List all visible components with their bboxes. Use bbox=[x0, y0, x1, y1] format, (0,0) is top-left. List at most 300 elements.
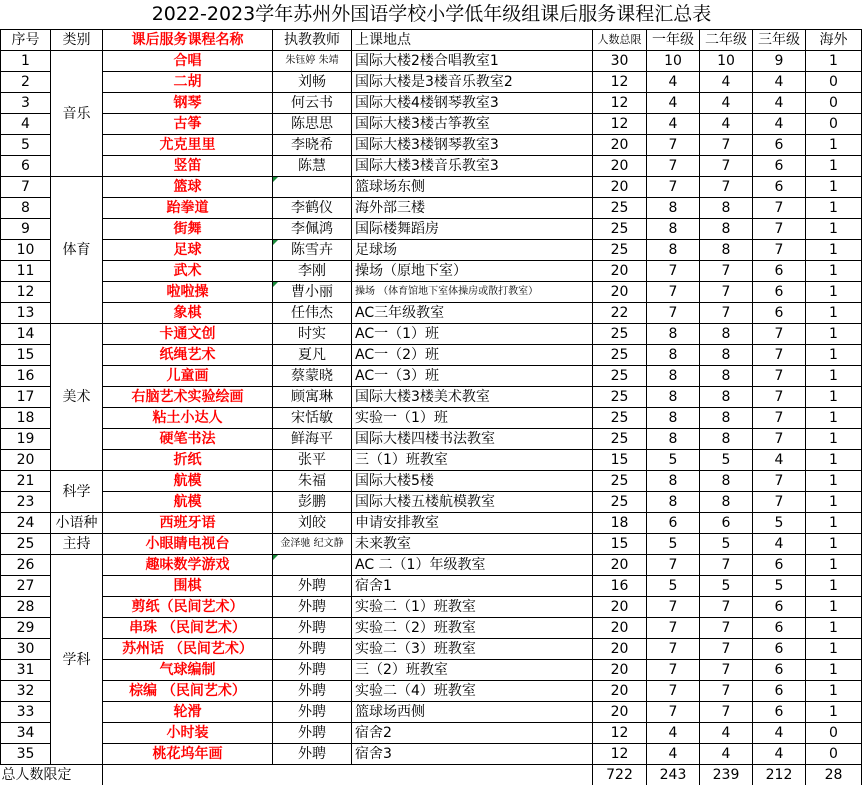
total-limit[interactable]: 20 bbox=[593, 639, 647, 660]
course-name[interactable]: 趣味数学游戏 bbox=[103, 555, 273, 576]
overseas-limit[interactable]: 1 bbox=[806, 261, 862, 282]
total-limit[interactable]: 15 bbox=[593, 450, 647, 471]
grade3-limit[interactable]: 6 bbox=[753, 639, 806, 660]
course-name[interactable]: 尤克里里 bbox=[103, 135, 273, 156]
grade3-limit[interactable]: 6 bbox=[753, 660, 806, 681]
grade1-limit[interactable]: 7 bbox=[647, 555, 700, 576]
class-location[interactable]: 国际楼舞蹈房 bbox=[352, 219, 593, 240]
grade2-limit[interactable]: 7 bbox=[700, 156, 753, 177]
class-location[interactable]: 国际大楼四楼书法教室 bbox=[352, 429, 593, 450]
grade2-limit[interactable]: 8 bbox=[700, 471, 753, 492]
grade3-limit[interactable]: 7 bbox=[753, 324, 806, 345]
grade2-limit[interactable]: 8 bbox=[700, 387, 753, 408]
footer-grade1[interactable]: 243 bbox=[647, 765, 700, 786]
class-location[interactable]: 国际大楼3楼钢琴教室3 bbox=[352, 135, 593, 156]
course-name[interactable]: 竖笛 bbox=[103, 156, 273, 177]
overseas-limit[interactable]: 1 bbox=[806, 660, 862, 681]
course-name[interactable]: 棕编 （民间艺术） bbox=[103, 681, 273, 702]
grade3-limit[interactable]: 4 bbox=[753, 450, 806, 471]
teacher-name[interactable]: 陈思思 bbox=[273, 114, 352, 135]
grade1-limit[interactable]: 7 bbox=[647, 597, 700, 618]
row-number[interactable]: 32 bbox=[1, 681, 51, 702]
grade3-limit[interactable]: 7 bbox=[753, 408, 806, 429]
grade2-limit[interactable]: 8 bbox=[700, 492, 753, 513]
overseas-limit[interactable]: 1 bbox=[806, 282, 862, 303]
grade2-limit[interactable]: 8 bbox=[700, 219, 753, 240]
grade1-limit[interactable]: 5 bbox=[647, 576, 700, 597]
grade3-limit[interactable]: 4 bbox=[753, 93, 806, 114]
class-location[interactable]: 三（1）班教室 bbox=[352, 450, 593, 471]
teacher-name[interactable]: 宋恬敏 bbox=[273, 408, 352, 429]
overseas-limit[interactable]: 1 bbox=[806, 198, 862, 219]
row-number[interactable]: 19 bbox=[1, 429, 51, 450]
total-limit[interactable]: 25 bbox=[593, 345, 647, 366]
grade1-limit[interactable]: 8 bbox=[647, 387, 700, 408]
header-grade1[interactable]: 一年级 bbox=[647, 30, 700, 51]
grade1-limit[interactable]: 8 bbox=[647, 219, 700, 240]
teacher-name[interactable] bbox=[273, 177, 352, 198]
overseas-limit[interactable]: 1 bbox=[806, 219, 862, 240]
overseas-limit[interactable]: 1 bbox=[806, 513, 862, 534]
class-location[interactable]: 宿舍2 bbox=[352, 723, 593, 744]
teacher-name[interactable]: 何云书 bbox=[273, 93, 352, 114]
grade3-limit[interactable]: 7 bbox=[753, 345, 806, 366]
class-location[interactable]: AC 二（1）年级教室 bbox=[352, 555, 593, 576]
row-number[interactable]: 7 bbox=[1, 177, 51, 198]
grade1-limit[interactable]: 8 bbox=[647, 324, 700, 345]
teacher-name[interactable] bbox=[273, 555, 352, 576]
overseas-limit[interactable]: 1 bbox=[806, 639, 862, 660]
grade2-limit[interactable]: 7 bbox=[700, 597, 753, 618]
grade3-limit[interactable]: 4 bbox=[753, 72, 806, 93]
grade2-limit[interactable]: 7 bbox=[700, 681, 753, 702]
row-number[interactable]: 2 bbox=[1, 72, 51, 93]
grade1-limit[interactable]: 7 bbox=[647, 660, 700, 681]
grade3-limit[interactable]: 4 bbox=[753, 744, 806, 765]
course-name[interactable]: 粘土小达人 bbox=[103, 408, 273, 429]
teacher-name[interactable]: 曹小丽 bbox=[273, 282, 352, 303]
header-grade3[interactable]: 三年级 bbox=[753, 30, 806, 51]
total-limit[interactable]: 12 bbox=[593, 723, 647, 744]
overseas-limit[interactable]: 1 bbox=[806, 366, 862, 387]
grade3-limit[interactable]: 7 bbox=[753, 198, 806, 219]
grade1-limit[interactable]: 4 bbox=[647, 744, 700, 765]
teacher-name[interactable]: 时实 bbox=[273, 324, 352, 345]
class-location[interactable]: 实验二（2）班教室 bbox=[352, 618, 593, 639]
overseas-limit[interactable]: 1 bbox=[806, 324, 862, 345]
class-location[interactable]: 操场（原地下室） bbox=[352, 261, 593, 282]
grade3-limit[interactable]: 7 bbox=[753, 219, 806, 240]
teacher-name[interactable]: 外聘 bbox=[273, 723, 352, 744]
teacher-name[interactable]: 夏凡 bbox=[273, 345, 352, 366]
grade1-limit[interactable]: 7 bbox=[647, 156, 700, 177]
teacher-name[interactable]: 刘皎 bbox=[273, 513, 352, 534]
class-location[interactable]: 国际大楼2楼合唱教室1 bbox=[352, 51, 593, 72]
row-number[interactable]: 34 bbox=[1, 723, 51, 744]
class-location[interactable]: AC一（1）班 bbox=[352, 324, 593, 345]
grade3-limit[interactable]: 4 bbox=[753, 534, 806, 555]
category-cell[interactable]: 主持 bbox=[51, 534, 103, 555]
total-limit[interactable]: 15 bbox=[593, 534, 647, 555]
grade3-limit[interactable]: 7 bbox=[753, 366, 806, 387]
teacher-name[interactable]: 鲜海平 bbox=[273, 429, 352, 450]
grade2-limit[interactable]: 7 bbox=[700, 618, 753, 639]
total-limit[interactable]: 20 bbox=[593, 177, 647, 198]
class-location[interactable]: AC三年级教室 bbox=[352, 303, 593, 324]
grade2-limit[interactable]: 7 bbox=[700, 303, 753, 324]
category-cell[interactable]: 体育 bbox=[51, 177, 103, 324]
grade3-limit[interactable]: 4 bbox=[753, 723, 806, 744]
course-name[interactable]: 纸绳艺术 bbox=[103, 345, 273, 366]
grade3-limit[interactable]: 4 bbox=[753, 114, 806, 135]
grade1-limit[interactable]: 8 bbox=[647, 240, 700, 261]
overseas-limit[interactable]: 1 bbox=[806, 702, 862, 723]
grade2-limit[interactable]: 5 bbox=[700, 450, 753, 471]
category-cell[interactable]: 科学 bbox=[51, 471, 103, 513]
header-place[interactable]: 上课地点 bbox=[352, 30, 593, 51]
class-location[interactable]: 国际大楼3楼古筝教室 bbox=[352, 114, 593, 135]
teacher-name[interactable]: 刘畅 bbox=[273, 72, 352, 93]
header-grade2[interactable]: 二年级 bbox=[700, 30, 753, 51]
teacher-name[interactable]: 顾寓琳 bbox=[273, 387, 352, 408]
overseas-limit[interactable]: 1 bbox=[806, 576, 862, 597]
grade2-limit[interactable]: 10 bbox=[700, 51, 753, 72]
grade1-limit[interactable]: 4 bbox=[647, 723, 700, 744]
header-overseas[interactable]: 海外 bbox=[806, 30, 862, 51]
row-number[interactable]: 35 bbox=[1, 744, 51, 765]
grade2-limit[interactable]: 4 bbox=[700, 744, 753, 765]
total-limit[interactable]: 20 bbox=[593, 135, 647, 156]
row-number[interactable]: 1 bbox=[1, 51, 51, 72]
grade3-limit[interactable]: 7 bbox=[753, 492, 806, 513]
footer-label[interactable]: 总人数限定 bbox=[1, 765, 103, 786]
grade3-limit[interactable]: 5 bbox=[753, 576, 806, 597]
grade2-limit[interactable]: 5 bbox=[700, 576, 753, 597]
overseas-limit[interactable]: 1 bbox=[806, 156, 862, 177]
overseas-limit[interactable]: 1 bbox=[806, 303, 862, 324]
overseas-limit[interactable]: 0 bbox=[806, 744, 862, 765]
class-location[interactable]: 篮球场西侧 bbox=[352, 702, 593, 723]
overseas-limit[interactable]: 1 bbox=[806, 135, 862, 156]
grade3-limit[interactable]: 7 bbox=[753, 471, 806, 492]
total-limit[interactable]: 20 bbox=[593, 660, 647, 681]
teacher-name[interactable]: 朱钰婷 朱靖 bbox=[273, 51, 352, 72]
course-name[interactable]: 苏州话 （民间艺术） bbox=[103, 639, 273, 660]
teacher-name[interactable]: 李刚 bbox=[273, 261, 352, 282]
total-limit[interactable]: 25 bbox=[593, 198, 647, 219]
row-number[interactable]: 26 bbox=[1, 555, 51, 576]
teacher-name[interactable]: 彭鹏 bbox=[273, 492, 352, 513]
grade1-limit[interactable]: 8 bbox=[647, 345, 700, 366]
class-location[interactable]: 实验二（3）班教室 bbox=[352, 639, 593, 660]
grade1-limit[interactable]: 7 bbox=[647, 639, 700, 660]
row-number[interactable]: 17 bbox=[1, 387, 51, 408]
grade1-limit[interactable]: 7 bbox=[647, 702, 700, 723]
course-name[interactable]: 桃花坞年画 bbox=[103, 744, 273, 765]
grade2-limit[interactable]: 7 bbox=[700, 555, 753, 576]
row-number[interactable]: 30 bbox=[1, 639, 51, 660]
row-number[interactable]: 15 bbox=[1, 345, 51, 366]
teacher-name[interactable]: 外聘 bbox=[273, 744, 352, 765]
class-location[interactable]: AC一（2）班 bbox=[352, 345, 593, 366]
teacher-name[interactable]: 外聘 bbox=[273, 681, 352, 702]
teacher-name[interactable]: 金泽驰 纪文静 bbox=[273, 534, 352, 555]
teacher-name[interactable]: 外聘 bbox=[273, 618, 352, 639]
grade2-limit[interactable]: 7 bbox=[700, 702, 753, 723]
grade1-limit[interactable]: 7 bbox=[647, 261, 700, 282]
grade2-limit[interactable]: 8 bbox=[700, 345, 753, 366]
row-number[interactable]: 28 bbox=[1, 597, 51, 618]
course-name[interactable]: 折纸 bbox=[103, 450, 273, 471]
class-location[interactable]: AC一（3）班 bbox=[352, 366, 593, 387]
row-number[interactable]: 18 bbox=[1, 408, 51, 429]
grade1-limit[interactable]: 7 bbox=[647, 681, 700, 702]
row-number[interactable]: 27 bbox=[1, 576, 51, 597]
class-location[interactable]: 国际大楼5楼 bbox=[352, 471, 593, 492]
teacher-name[interactable]: 朱福 bbox=[273, 471, 352, 492]
total-limit[interactable]: 20 bbox=[593, 597, 647, 618]
total-limit[interactable]: 16 bbox=[593, 576, 647, 597]
grade1-limit[interactable]: 6 bbox=[647, 513, 700, 534]
category-cell[interactable]: 美术 bbox=[51, 324, 103, 471]
total-limit[interactable]: 25 bbox=[593, 492, 647, 513]
teacher-name[interactable]: 外聘 bbox=[273, 660, 352, 681]
category-cell[interactable]: 学科 bbox=[51, 555, 103, 765]
total-limit[interactable]: 22 bbox=[593, 303, 647, 324]
course-name[interactable]: 篮球 bbox=[103, 177, 273, 198]
overseas-limit[interactable]: 1 bbox=[806, 555, 862, 576]
row-number[interactable]: 13 bbox=[1, 303, 51, 324]
overseas-limit[interactable]: 1 bbox=[806, 345, 862, 366]
row-number[interactable]: 8 bbox=[1, 198, 51, 219]
course-name[interactable]: 气球编制 bbox=[103, 660, 273, 681]
overseas-limit[interactable]: 0 bbox=[806, 723, 862, 744]
row-number[interactable]: 31 bbox=[1, 660, 51, 681]
total-limit[interactable]: 20 bbox=[593, 282, 647, 303]
row-number[interactable]: 23 bbox=[1, 492, 51, 513]
class-location[interactable]: 足球场 bbox=[352, 240, 593, 261]
grade1-limit[interactable]: 10 bbox=[647, 51, 700, 72]
grade1-limit[interactable]: 8 bbox=[647, 198, 700, 219]
footer-grade2[interactable]: 239 bbox=[700, 765, 753, 786]
course-name[interactable]: 剪纸（民间艺术） bbox=[103, 597, 273, 618]
total-limit[interactable]: 25 bbox=[593, 240, 647, 261]
course-name[interactable]: 足球 bbox=[103, 240, 273, 261]
course-name[interactable]: 二胡 bbox=[103, 72, 273, 93]
grade2-limit[interactable]: 4 bbox=[700, 723, 753, 744]
grade2-limit[interactable]: 5 bbox=[700, 534, 753, 555]
overseas-limit[interactable]: 1 bbox=[806, 597, 862, 618]
total-limit[interactable]: 12 bbox=[593, 72, 647, 93]
footer-grade3[interactable]: 212 bbox=[753, 765, 806, 786]
class-location[interactable]: 篮球场东侧 bbox=[352, 177, 593, 198]
grade2-limit[interactable]: 8 bbox=[700, 366, 753, 387]
teacher-name[interactable]: 张平 bbox=[273, 450, 352, 471]
total-limit[interactable]: 25 bbox=[593, 387, 647, 408]
class-location[interactable]: 实验二（1）班教室 bbox=[352, 597, 593, 618]
grade3-limit[interactable]: 6 bbox=[753, 135, 806, 156]
grade3-limit[interactable]: 9 bbox=[753, 51, 806, 72]
class-location[interactable]: 实验一（1）班 bbox=[352, 408, 593, 429]
teacher-name[interactable]: 陈雪卉 bbox=[273, 240, 352, 261]
total-limit[interactable]: 25 bbox=[593, 471, 647, 492]
total-limit[interactable]: 25 bbox=[593, 324, 647, 345]
overseas-limit[interactable]: 0 bbox=[806, 114, 862, 135]
footer-overseas[interactable]: 28 bbox=[806, 765, 862, 786]
class-location[interactable]: 三（2）班教室 bbox=[352, 660, 593, 681]
row-number[interactable]: 5 bbox=[1, 135, 51, 156]
grade3-limit[interactable]: 7 bbox=[753, 240, 806, 261]
grade1-limit[interactable]: 8 bbox=[647, 408, 700, 429]
teacher-name[interactable]: 李鹤仪 bbox=[273, 198, 352, 219]
grade2-limit[interactable]: 4 bbox=[700, 93, 753, 114]
grade3-limit[interactable]: 6 bbox=[753, 261, 806, 282]
total-limit[interactable]: 18 bbox=[593, 513, 647, 534]
footer-total[interactable]: 722 bbox=[593, 765, 647, 786]
total-limit[interactable]: 20 bbox=[593, 156, 647, 177]
grade2-limit[interactable]: 8 bbox=[700, 240, 753, 261]
header-no[interactable]: 序号 bbox=[1, 30, 51, 51]
grade3-limit[interactable]: 6 bbox=[753, 156, 806, 177]
overseas-limit[interactable]: 1 bbox=[806, 240, 862, 261]
class-location[interactable]: 实验二（4）班教室 bbox=[352, 681, 593, 702]
grade2-limit[interactable]: 6 bbox=[700, 513, 753, 534]
grade1-limit[interactable]: 7 bbox=[647, 282, 700, 303]
total-limit[interactable]: 20 bbox=[593, 555, 647, 576]
total-limit[interactable]: 30 bbox=[593, 51, 647, 72]
course-name[interactable]: 啦啦操 bbox=[103, 282, 273, 303]
class-location[interactable]: 宿舍1 bbox=[352, 576, 593, 597]
total-limit[interactable]: 12 bbox=[593, 93, 647, 114]
overseas-limit[interactable]: 0 bbox=[806, 72, 862, 93]
category-cell[interactable]: 小语种 bbox=[51, 513, 103, 534]
grade1-limit[interactable]: 4 bbox=[647, 93, 700, 114]
class-location[interactable]: 国际大楼3楼美术教室 bbox=[352, 387, 593, 408]
grade1-limit[interactable]: 7 bbox=[647, 177, 700, 198]
grade3-limit[interactable]: 6 bbox=[753, 681, 806, 702]
class-location[interactable]: 宿舍3 bbox=[352, 744, 593, 765]
course-name[interactable]: 象棋 bbox=[103, 303, 273, 324]
total-limit[interactable]: 20 bbox=[593, 702, 647, 723]
overseas-limit[interactable]: 1 bbox=[806, 408, 862, 429]
row-number[interactable]: 14 bbox=[1, 324, 51, 345]
grade2-limit[interactable]: 8 bbox=[700, 198, 753, 219]
grade2-limit[interactable]: 8 bbox=[700, 408, 753, 429]
row-number[interactable]: 9 bbox=[1, 219, 51, 240]
overseas-limit[interactable]: 1 bbox=[806, 387, 862, 408]
grade2-limit[interactable]: 7 bbox=[700, 639, 753, 660]
teacher-name[interactable]: 外聘 bbox=[273, 702, 352, 723]
row-number[interactable]: 24 bbox=[1, 513, 51, 534]
row-number[interactable]: 16 bbox=[1, 366, 51, 387]
total-limit[interactable]: 20 bbox=[593, 261, 647, 282]
class-location[interactable]: 国际大楼是3楼音乐教室2 bbox=[352, 72, 593, 93]
row-number[interactable]: 4 bbox=[1, 114, 51, 135]
course-name[interactable]: 航模 bbox=[103, 492, 273, 513]
class-location[interactable]: 国际大楼4楼钢琴教室3 bbox=[352, 93, 593, 114]
overseas-limit[interactable]: 1 bbox=[806, 450, 862, 471]
grade1-limit[interactable]: 8 bbox=[647, 366, 700, 387]
course-name[interactable]: 右脑艺术实验绘画 bbox=[103, 387, 273, 408]
total-limit[interactable]: 20 bbox=[593, 681, 647, 702]
grade2-limit[interactable]: 7 bbox=[700, 282, 753, 303]
course-name[interactable]: 西班牙语 bbox=[103, 513, 273, 534]
course-name[interactable]: 合唱 bbox=[103, 51, 273, 72]
grade3-limit[interactable]: 6 bbox=[753, 282, 806, 303]
grade3-limit[interactable]: 7 bbox=[753, 387, 806, 408]
row-number[interactable]: 21 bbox=[1, 471, 51, 492]
grade1-limit[interactable]: 4 bbox=[647, 114, 700, 135]
row-number[interactable]: 20 bbox=[1, 450, 51, 471]
course-name[interactable]: 轮滑 bbox=[103, 702, 273, 723]
header-category[interactable]: 类别 bbox=[51, 30, 103, 51]
grade3-limit[interactable]: 6 bbox=[753, 177, 806, 198]
category-cell[interactable]: 音乐 bbox=[51, 51, 103, 177]
grade1-limit[interactable]: 7 bbox=[647, 303, 700, 324]
course-name[interactable]: 小眼睛电视台 bbox=[103, 534, 273, 555]
grade2-limit[interactable]: 4 bbox=[700, 114, 753, 135]
overseas-limit[interactable]: 1 bbox=[806, 492, 862, 513]
row-number[interactable]: 3 bbox=[1, 93, 51, 114]
grade3-limit[interactable]: 6 bbox=[753, 303, 806, 324]
course-name[interactable]: 小时装 bbox=[103, 723, 273, 744]
grade1-limit[interactable]: 7 bbox=[647, 618, 700, 639]
grade3-limit[interactable]: 6 bbox=[753, 555, 806, 576]
grade1-limit[interactable]: 8 bbox=[647, 471, 700, 492]
row-number[interactable]: 6 bbox=[1, 156, 51, 177]
teacher-name[interactable]: 任伟杰 bbox=[273, 303, 352, 324]
course-name[interactable]: 航模 bbox=[103, 471, 273, 492]
course-name[interactable]: 武术 bbox=[103, 261, 273, 282]
grade1-limit[interactable]: 7 bbox=[647, 135, 700, 156]
course-name[interactable]: 跆拳道 bbox=[103, 198, 273, 219]
row-number[interactable]: 10 bbox=[1, 240, 51, 261]
overseas-limit[interactable]: 1 bbox=[806, 177, 862, 198]
course-name[interactable]: 钢琴 bbox=[103, 93, 273, 114]
course-name[interactable]: 串珠 （民间艺术） bbox=[103, 618, 273, 639]
row-number[interactable]: 11 bbox=[1, 261, 51, 282]
grade1-limit[interactable]: 4 bbox=[647, 72, 700, 93]
course-name[interactable]: 围棋 bbox=[103, 576, 273, 597]
grade2-limit[interactable]: 8 bbox=[700, 324, 753, 345]
overseas-limit[interactable]: 1 bbox=[806, 471, 862, 492]
total-limit[interactable]: 20 bbox=[593, 618, 647, 639]
course-name[interactable]: 硬笔书法 bbox=[103, 429, 273, 450]
grade2-limit[interactable]: 7 bbox=[700, 660, 753, 681]
class-location[interactable]: 国际大楼3楼音乐教室3 bbox=[352, 156, 593, 177]
grade2-limit[interactable]: 8 bbox=[700, 429, 753, 450]
grade3-limit[interactable]: 7 bbox=[753, 429, 806, 450]
class-location[interactable]: 国际大楼五楼航模教室 bbox=[352, 492, 593, 513]
grade2-limit[interactable]: 4 bbox=[700, 72, 753, 93]
total-limit[interactable]: 12 bbox=[593, 744, 647, 765]
header-teacher[interactable]: 执教教师 bbox=[273, 30, 352, 51]
course-name[interactable]: 古筝 bbox=[103, 114, 273, 135]
course-name[interactable]: 街舞 bbox=[103, 219, 273, 240]
grade2-limit[interactable]: 7 bbox=[700, 177, 753, 198]
teacher-name[interactable]: 李佩鸿 bbox=[273, 219, 352, 240]
grade2-limit[interactable]: 7 bbox=[700, 135, 753, 156]
class-location[interactable]: 未来教室 bbox=[352, 534, 593, 555]
header-course[interactable]: 课后服务课程名称 bbox=[103, 30, 273, 51]
row-number[interactable]: 33 bbox=[1, 702, 51, 723]
grade1-limit[interactable]: 5 bbox=[647, 450, 700, 471]
overseas-limit[interactable]: 1 bbox=[806, 429, 862, 450]
row-number[interactable]: 29 bbox=[1, 618, 51, 639]
grade3-limit[interactable]: 6 bbox=[753, 702, 806, 723]
total-limit[interactable]: 12 bbox=[593, 114, 647, 135]
grade1-limit[interactable]: 8 bbox=[647, 429, 700, 450]
